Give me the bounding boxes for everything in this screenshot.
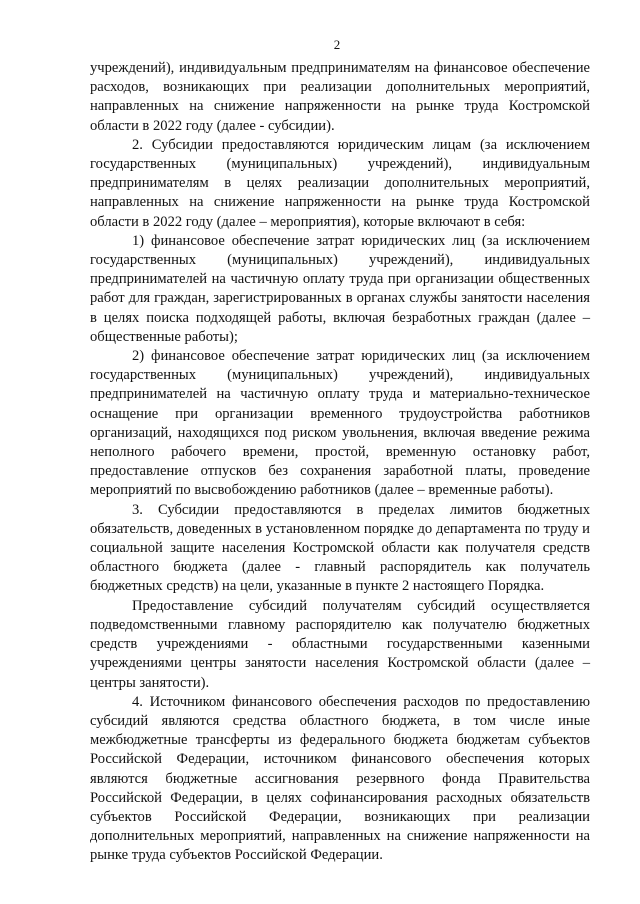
- paragraph-subitem-2: 2) финансовое обеспечение затрат юридических лиц (за исключением государственных (муниципальных) учреждений), индивидуальных предпринимателей на частичную оплату труда и материально-техническое оснащение при организации временного трудоустройства работников организаций, находящихся под риском увольнения, включая введение режима неполного рабочего времени, простой, временную остановку работ, предоставление отпусков без сохранения заработной платы, проведение мероприятий по высвобождению работников (далее – временные работы).: [90, 348, 590, 499]
- page-number: 2: [333, 37, 341, 52]
- paragraph-provision: Предоставление субсидий получателям субсидий осуществляется подведомственными главному распорядителю как получателю бюджетных средств учреждениями - областными государственными казенными учреждениями центры занятости населения Костромской области (далее – центры занятости).: [90, 597, 590, 691]
- paragraph-item-4: 4. Источником финансового обеспечения расходов по предоставлению субсидий являются средства областного бюджета, в том числе иные межбюджетные трансферты из федерального бюджета бюджетам субъектов Российской Федерации, источником финансового обеспечения которых являются бюджетные ассигнования резервного фонда Правительства Российской Федерации, в целях софинансирования расходных обязательств субъектов Российской Федерации, возникающих при реализации дополнительных мероприятий, направленных на снижение напряженности на рынке труда субъектов Российской Федерации.: [90, 693, 590, 864]
- paragraph-subitem-1: 1) финансовое обеспечение затрат юридических лиц (за исключением государственных (муниципальных) учреждений), индивидуальных предпринимателей на частичную оплату труда при организации общественных работ для граждан, зарегистрированных в органах службы занятости населения в целях поиска подходящей работы, включая безработных граждан (далее – общественные работы);: [90, 232, 590, 345]
- paragraph-item-3: 3. Субсидии предоставляются в пределах лимитов бюджетных обязательств, доведенных в установленном порядке до департамента по труду и социальной защите населения Костромской области как получателя средств областного бюджета (далее - главный распорядитель как получатель бюджетных средств) на цели, указанные в пункте 2 настоящего Порядка.: [90, 501, 590, 595]
- paragraph-item-2: 2. Субсидии предоставляются юридическим лицам (за исключением государственных (муниципальных) учреждений), индивидуальным предпринимателям в целях реализации дополнительных мероприятий, направленных на снижение напряженности на рынке труда Костромской области в 2022 году (далее – мероприятия), которые включают в себя:: [90, 136, 590, 230]
- paragraph-continuation: учреждений), индивидуальным предпринимателям на финансовое обеспечение расходов, возникающих при реализации дополнительных мероприятий, направленных на снижение напряженности на рынке труда Костромской области в 2022 году (далее - субсидии).: [90, 60, 590, 134]
